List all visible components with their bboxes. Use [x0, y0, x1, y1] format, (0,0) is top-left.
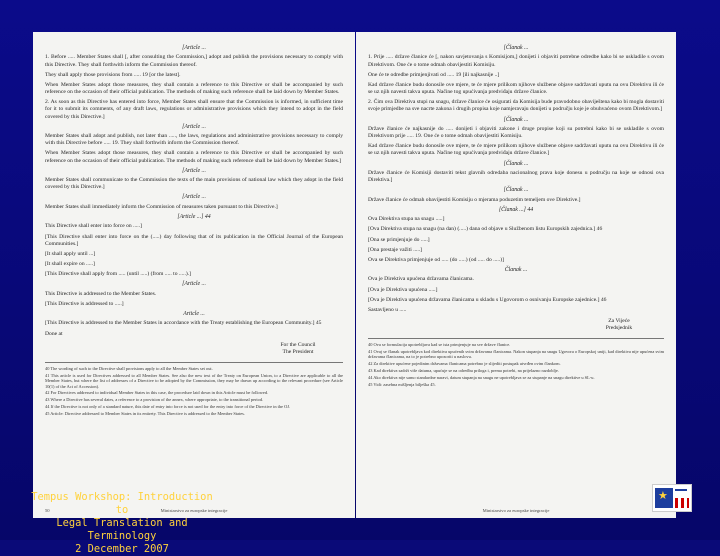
paragraph: Sastavljeno u ..... [368, 306, 407, 313]
paragraph: Member States shall communicate to the Commission the texts of the main provisions of national law which they adopt in the field covered by this Directive.] [45, 177, 343, 191]
paragraph: [This Directive shall enter into force on the (.....) day following that of its publication in the Official Journal of the European Communities.] [45, 233, 343, 247]
article-heading: [Article ... [182, 194, 206, 201]
paragraph: 2. Čim ova Direktiva stupi na snagu, države članice će osigurati da Komisija bude pravodobno obaviještena kako bi mogla dostaviti svoje primjedbe na sve nacrte zakona i drugih propisa koje namjeravaju donijeti u području koje je obuhvaćeno ovom Direktivom.] [368, 99, 664, 113]
footnote-divider [45, 362, 343, 363]
document-page-english [33, 32, 355, 518]
paragraph: Member States shall immediately inform the Commission of measures taken pursuant to this Directive.] [45, 203, 278, 210]
footnote: 43 Kad direktiva sadrži više datuma, upućuje se na odredbu priloga i, prema potrebi, na prijelazno razdoblje. [368, 368, 559, 374]
article-heading: [Article ... [182, 45, 206, 51]
paragraph: When Member States adopt those measures, they shall contain a reference to this Directive or shall be accompanied by such reference on the occasion of their official publication. The methods of making such reference shall be laid down by Member States.] [45, 150, 343, 164]
footnote: 42 For Directives addressed to individual Member States in this case, the procedure laid down in this Article must be followed. [45, 390, 269, 396]
article-heading: [Članak ... [503, 116, 529, 123]
paragraph: This Directive shall enter into force on .....] [45, 223, 142, 230]
paragraph: They shall apply those provisions from ..... 19 [or the latest]. [45, 71, 181, 78]
footnote: 40 The wording of such to the Directive shall provisions apply to all the Member States set out. [45, 366, 213, 372]
footnote: 42 Za direktive upućene pojedinim državama članicama potrebno je slijediti postupak utvrđen ovim člankom. [368, 361, 561, 367]
article-heading: [Article ... [182, 281, 206, 288]
signature-line: The President [282, 348, 314, 355]
footnote: 45 Article: Directive addressed to Member States in its entirety. This Directive is addressed to the Member States. [45, 410, 245, 416]
paragraph: [This Directive is addressed to .....] [45, 300, 124, 307]
footnote: 41 Ovaj se članak upotrebljava kod direktiva upućenih svim državama članicama. Nakon stupanja na snagu Ugovora o Europskoj uniji, kad direktiva nije upućena svim državama članicama, na to je potrebno upozoriti u naslovu. [368, 349, 664, 360]
slide-caption [22, 491, 222, 556]
article-heading: [Article ... [182, 167, 206, 174]
paragraph: This Directive is addressed to the Member States. [45, 290, 157, 297]
paragraph: [Ona se primjenjuje do .....] [368, 236, 430, 243]
paragraph: Ova je Direktiva upućena državama članicama. [368, 276, 474, 283]
article-heading: [Article ...] 44 [177, 213, 211, 220]
paragraph: [It shall expire on .....] [45, 261, 95, 267]
signature-line: For the Council [280, 341, 316, 348]
caption-line: Tempus Workshop: Introduction to [31, 491, 213, 516]
paragraph: 1. Prije ..... države članice će [, nakon savjetovanja s Komisijom,] donijeti i objaviti potrebne odredbe kako bi se uskladile s ovom Direktivom. One će o tome odmah obavijestiti Komisiju. [368, 54, 664, 68]
signature-line: Za Vijeće [608, 318, 630, 325]
article-heading: [Članak ... [503, 45, 529, 51]
paragraph: Ova Direktiva stupa na snagu .....] [368, 216, 445, 223]
paragraph: [It shall apply until ...] [45, 250, 96, 257]
page-footer: Ministarstvo za europske integracije [160, 508, 228, 514]
footnote: 41 This article is used for Directives addressed to all Member States. See also the new text of the Treaty on European Union, to a Directive are applicable to all the Member States, but where the list of addresses of a Directive to be adopted by the Commission, they may be drawn up according to the relevant procedure (see Article 10(1) of the Act of Accession). [45, 372, 343, 389]
article-heading: Article ... [183, 311, 205, 318]
caption-line: 2 December 2007 [75, 543, 169, 555]
paragraph: Ova se Direktiva primjenjuje od ..... (do .....) (od ..... do .....)] [368, 256, 504, 263]
croatian-text-body [356, 32, 676, 392]
page-number: 50 [45, 508, 50, 514]
signature-block [368, 318, 664, 332]
eu-tempus-logo [652, 484, 692, 512]
signature-block [45, 342, 343, 356]
article-heading: [Article ... [182, 123, 206, 130]
star-icon: ★ [658, 489, 668, 502]
english-text-body [33, 32, 355, 421]
article-heading: [Članak ...] 44 [498, 206, 534, 213]
footnote: 40 Ova se formulacija upotrebljava kad se ista primjenjuje na sve države članice. [368, 342, 511, 348]
paragraph: Kad države članice budu donosile ove mjere, te će mjere prilikom njihove službene objave sadržavati uputu na ovu Direktivu ili će se uz njih navesti takva uputa. Načine tog upućivanja predviđaju države članice. [368, 81, 664, 96]
caption-line: Legal Translation and Terminology [56, 517, 188, 542]
page-footer: Ministarstvo za europske integracije [482, 508, 550, 514]
paragraph: One će te odredbe primjenjivati od ..... 19 [ili najkasnije ..] [368, 71, 500, 78]
footnote: 45 Vidi: zasebna mišljenja bilješka 45. [368, 381, 436, 387]
paragraph: [Ova je Direktiva upućena .....] [368, 286, 438, 293]
footnote: 43 Where a Directive has several dates, a reference to a provision of the annex, where appropriate, to the transitional period. [45, 397, 264, 403]
paragraph: Države članice će najkasnije do ..... donijeti i objaviti zakone i druge propise koji su potrebni kako bi se uskladile s ovom Direktivom prije ..... 19. One će o tome odmah obavijestiti Komisiju. [368, 125, 664, 140]
paragraph: Kad države članice budu donosile ove mjere, te će mjere prilikom njihove službene objave sadržavati uputu na ovu Direktivu ili će se uz njih navesti takva uputa. Načine tog upućivanja predviđaju države članice.] [368, 143, 664, 157]
paragraph: Države članice će Komisiji dostaviti tekst glavnih odredaba nacionalnog prava koje donesu u području na koje se odnosi ova Direktiva.] [368, 169, 664, 184]
paragraph: 1. Before ..... Member States shall [, after consulting the Commission,] adopt and publish the provisions necessary to comply with this Directive. They shall forthwith inform the Commission thereof. [45, 54, 343, 68]
signature-lines [574, 318, 664, 332]
paragraph: Države članice će odmah obavijestiti Komisiju o mjerama poduzetim temeljem ove Direktive.] [368, 196, 581, 203]
paragraph: Member States shall adopt and publish, not later than ....., the laws, regulations and administrative provisions necessary to comply with this Directive before ..... 19. They shall forthwith inform the Commission thereof. [45, 133, 343, 147]
paragraph: [Ova Direktiva stupa na snagu (na dan) (.....) dana od objave u Službenom listu Europskih zajednica.] 46 [368, 226, 603, 233]
article-heading: [Članak ... [503, 187, 529, 194]
signature-lines [253, 342, 343, 356]
footnote: 44 Ako direktiva nije samo standardne naravi, datum stupanja na snagu ne upotrebljava se za stupanje na snagu direktive u SL-u. [368, 374, 595, 380]
paragraph: 2. As soon as this Directive has entered into force, Member States shall ensure that the Commission is informed, in sufficient time for it to submit its comments, of any draft laws, regulations or administrative provisions which they intend to adopt in the field covered by this Directive.] [45, 99, 343, 120]
article-heading: [Članak ... [503, 160, 529, 167]
paragraph: [Ova je Direktiva upućena državama članicama u skladu s Ugovorom o osnivanju Europske zajednice.] 46 [368, 296, 607, 303]
logo-bar [675, 489, 687, 491]
paragraph: [Ona prestaje važiti .....] [368, 246, 423, 253]
footnote-divider [368, 338, 664, 339]
croatian-flag-icon [675, 498, 689, 508]
paragraph: [This Directive is addressed to the Member States in accordance with the Treaty establishing the European Community.] 45 [45, 320, 322, 327]
signature-line: Predsjednik [605, 325, 633, 332]
document-page-croatian [356, 32, 676, 518]
article-heading: Članak ... [504, 267, 528, 273]
paragraph: Done at [45, 330, 63, 337]
footnote: 44 If the Directive is not only of a standard nature, this date of entry into force is not used for the entry into force of the Directive in the OJ. [45, 403, 291, 409]
paragraph: [This Directive shall apply from ..... (until .....) (from ..... to .....).] [45, 271, 192, 278]
paragraph: When Member States adopt those measures, they shall contain a reference to this Directive or shall be accompanied by such reference on the occasion of their official publication. The methods of making such reference shall be laid down by Member States. [45, 81, 343, 96]
